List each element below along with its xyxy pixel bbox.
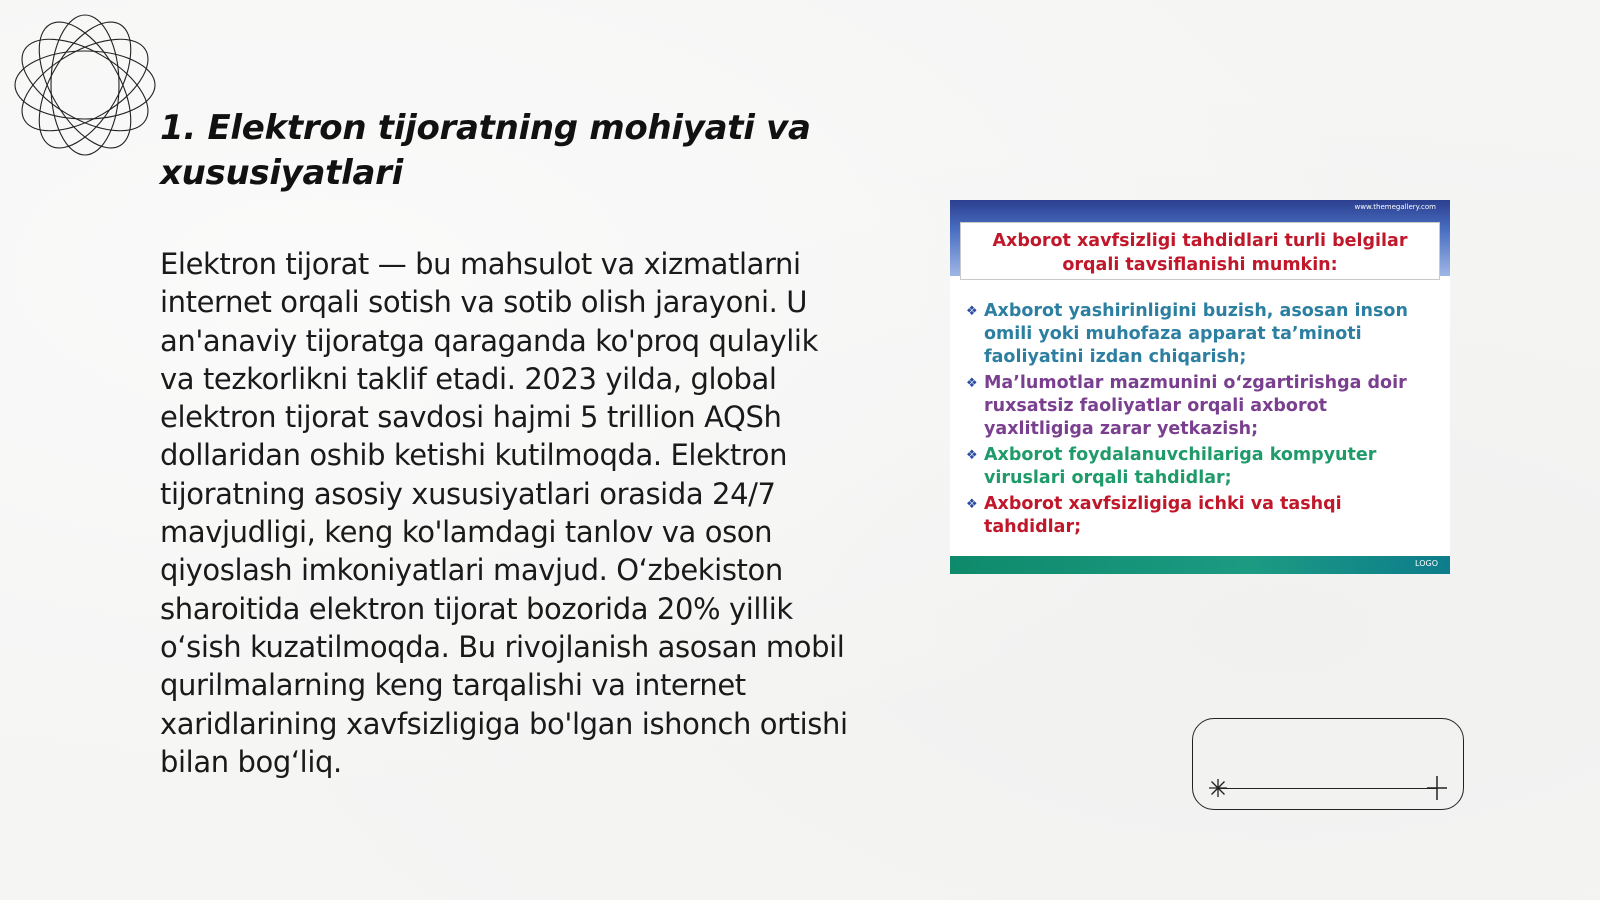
starburst-icon [1207, 777, 1229, 799]
slide-title: 1. Elektron tijoratning mohiyati va xususiyatlari [160, 108, 811, 193]
embedded-list-item [966, 493, 1436, 539]
circular-ornament-icon [10, 10, 160, 160]
sparkle-plus-icon [1425, 775, 1449, 801]
embedded-slide-image [950, 200, 1450, 574]
embedded-list-item [966, 444, 1436, 490]
diamond-bullet-icon: ❖ [966, 448, 978, 463]
embedded-list-item-text: Ma’lumotlar mazmunini o‘zgartirishga doir ruxsatsiz faoliyatlar orqali axborot yaxlitligiga zarar yetkazish; [984, 373, 1407, 439]
embedded-bullet-list [966, 300, 1436, 542]
diamond-bullet-icon: ❖ [966, 497, 978, 512]
diamond-bullet-icon: ❖ [966, 304, 978, 319]
embedded-list-item-text: Axborot yashirinligini buzish, asosan inson omili yoki muhofaza apparat ta’minoti faoliyatini izdan chiqarish; [984, 301, 1408, 367]
embedded-url-text: www.themegallery.com [1354, 203, 1436, 211]
embedded-list-item [966, 300, 1436, 369]
slide-body-text: Elektron tijorat — bu mahsulot va xizmatlarni internet orqali sotish va sotib olish jarayoni. U an'anaviy tijoratga qaraganda ko'proq qulaylik va tezkorlikni taklif etadi. 2023 yilda, global elektron tijorat savdosi hajmi 5 trillion AQSh dollaridan oshib ketishi kutilmoqda. Elektron tijoratning asosiy xususiyatlari orasida 24/7 mavjudligi, keng ko'lamdagi tanlov va oson qiyoslash imkoniyatlari mavjud. O‘zbekiston sharoitida elektron tijorat bozorida 20% yillik o‘sish kuzatilmoqda. Bu rivojlanish asosan mobil qurilmalarning keng tarqalishi va internet xaridlarining xavfsizligiga bo'lgan ishonch ortishi bilan bog‘liq. [160, 247, 848, 779]
embedded-logo-text: LOGO [1415, 559, 1438, 568]
diamond-bullet-icon: ❖ [966, 376, 978, 391]
decorative-rounded-box [1192, 718, 1464, 810]
embedded-list-item-text: Axborot foydalanuvchilariga kompyuter viruslari orqali tahdidlar; [984, 445, 1377, 488]
embedded-footer-band [950, 556, 1450, 574]
decorative-line [1217, 788, 1437, 789]
embedded-heading: Axborot xavfsizligi tahdidlari turli belgilar orqali tavsiflanishi mumkin: [960, 222, 1440, 280]
embedded-list-item [966, 372, 1436, 441]
embedded-list-item-text: Axborot xavfsizligiga ichki va tashqi tahdidlar; [984, 494, 1342, 537]
